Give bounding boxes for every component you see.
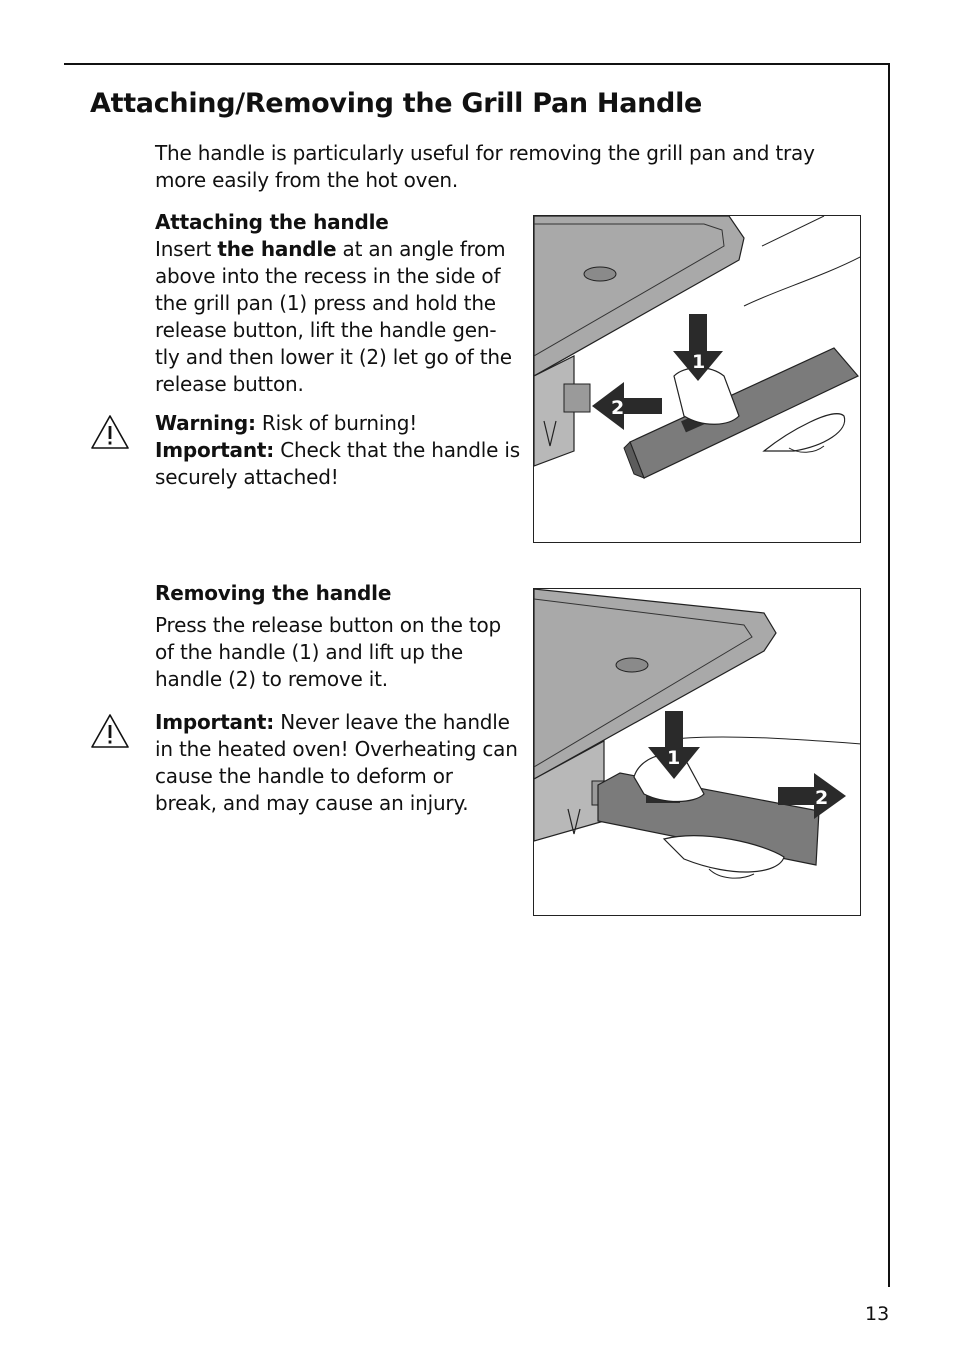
attach-text-start: Insert xyxy=(155,237,218,261)
attach-illustration xyxy=(533,215,861,543)
page-title: Attaching/Removing the Grill Pan Handle xyxy=(90,88,703,119)
important-text: Never leave the handle in the heated oven! Overheating can cause the handle to deform or break, and may cause an injury. xyxy=(155,710,518,815)
attach-text-end: at an angle from above into the recess in the side of the grill pan (1) press and hold the release button, lift the handle gen-tly and then lower it (2) let go of the release button. xyxy=(155,237,512,396)
remove-heading: Removing the handle xyxy=(155,581,392,605)
remove-section xyxy=(155,580,520,693)
top-rule xyxy=(64,63,890,65)
warning-icon xyxy=(89,413,131,451)
right-rule xyxy=(888,63,890,1287)
important-line xyxy=(155,437,520,491)
attach-warning xyxy=(155,410,520,491)
remove-warning xyxy=(155,709,520,817)
attach-illustration-drawing xyxy=(534,216,861,543)
attach-text-bold: the handle xyxy=(217,237,337,261)
remove-illustration-drawing xyxy=(534,589,861,916)
attach-heading: Attaching the handle xyxy=(155,210,389,234)
step-2-label: 2 xyxy=(611,397,625,419)
important-text: Check that the handle is securely attached! xyxy=(155,438,520,489)
warning-icon xyxy=(89,712,131,750)
warning-line xyxy=(155,410,520,437)
important-label: Important: xyxy=(155,710,275,734)
important-label: Important: xyxy=(155,438,275,462)
page-number: 13 xyxy=(865,1303,890,1325)
step-1-label: 1 xyxy=(667,747,681,769)
warning-label: Warning: xyxy=(155,411,256,435)
attach-instructions xyxy=(155,236,520,398)
attach-section xyxy=(155,209,520,398)
step-1-label: 1 xyxy=(692,351,706,373)
warning-text: Risk of burning! xyxy=(255,411,418,435)
step-2-label: 2 xyxy=(815,787,829,809)
intro-paragraph: The handle is particularly useful for removing the grill pan and tray more easily from the hot oven. xyxy=(155,141,815,192)
remove-illustration xyxy=(533,588,861,916)
remove-instructions: Press the release button on the top of the handle (1) and lift up the handle (2) to remove it. xyxy=(155,613,502,691)
